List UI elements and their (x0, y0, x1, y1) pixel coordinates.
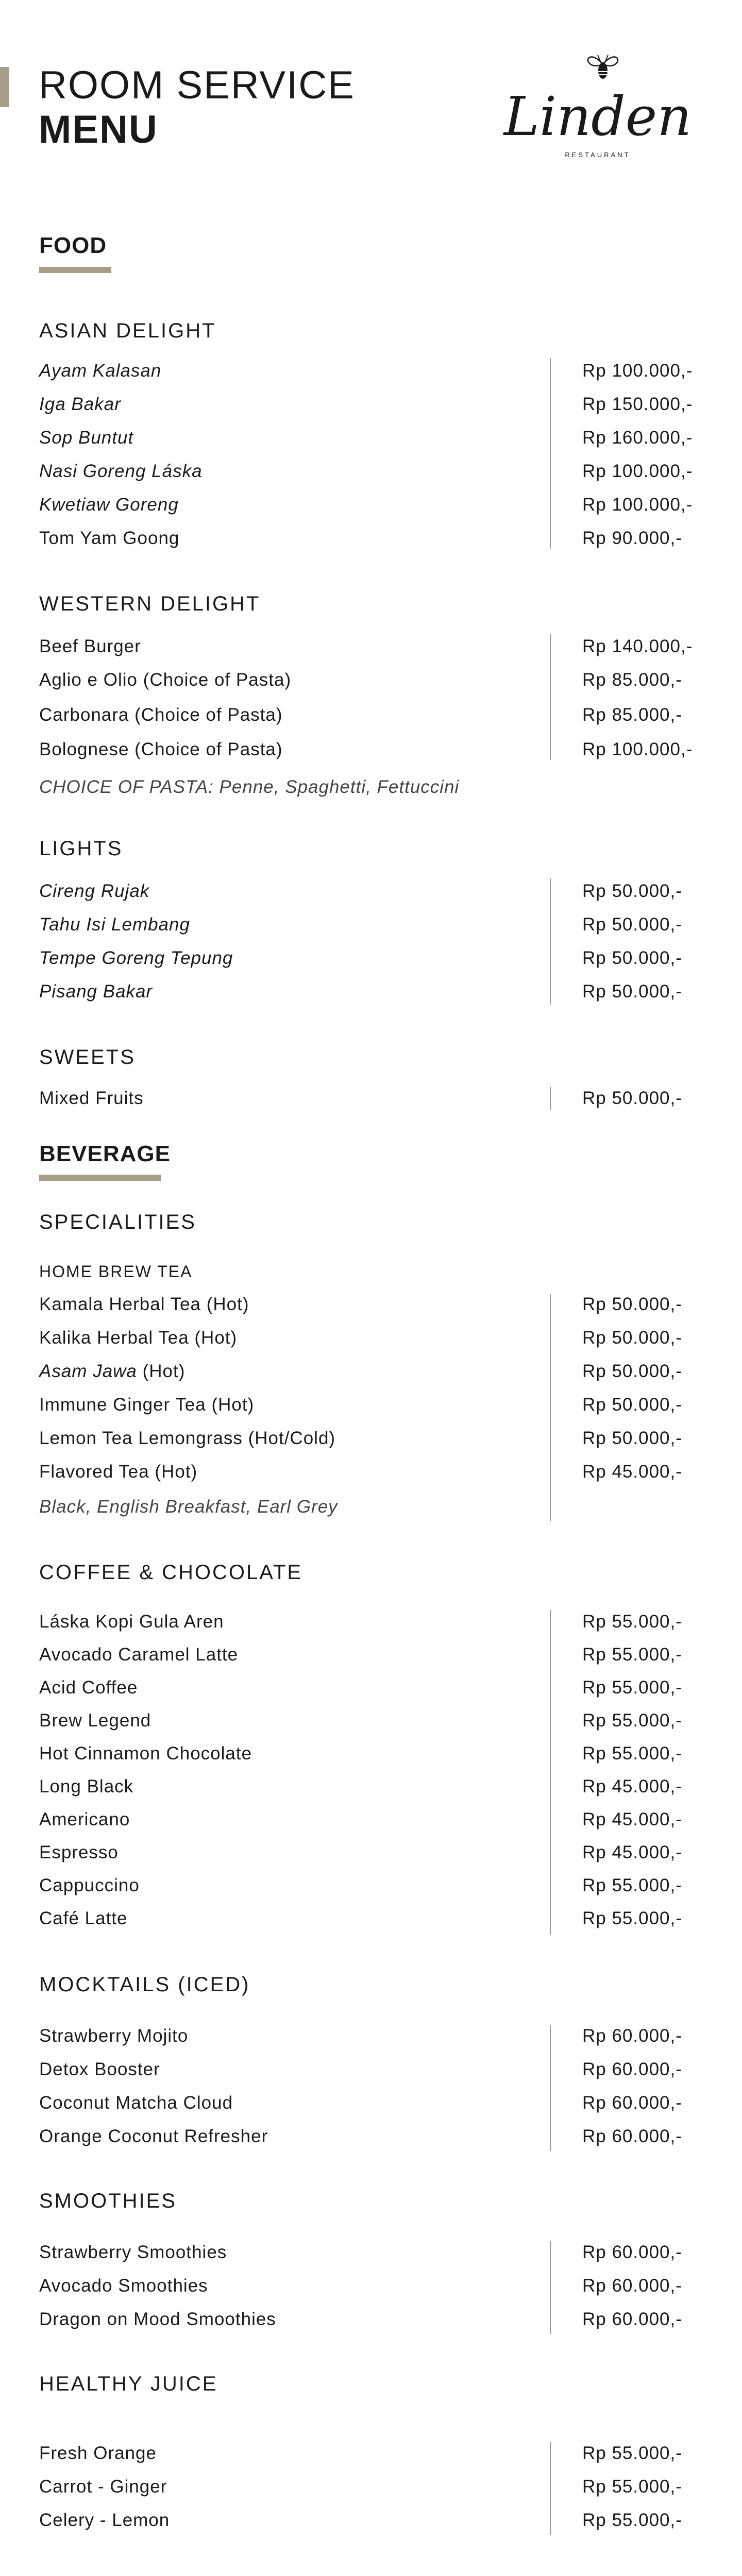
menu-price: Rp 55.000,- (582, 2510, 682, 2530)
menu-item: Beef Burger (39, 636, 141, 656)
menu-item: Carbonara (Choice of Pasta) (39, 705, 283, 725)
subcategory-home-brew-tea: HOME BREW TEA (39, 1262, 193, 1281)
menu-item: Acid Coffee (39, 1677, 138, 1698)
menu-price: Rp 55.000,- (582, 1612, 682, 1632)
divider-mocktails (550, 2025, 551, 2151)
menu-item: Café Latte (39, 1908, 128, 1928)
category-western-delight: WESTERN DELIGHT (39, 592, 261, 615)
page-title-line1: ROOM SERVICE (39, 63, 355, 107)
menu-price: Rp 50.000,- (582, 881, 682, 901)
menu-item: Espresso (39, 1842, 119, 1862)
menu-item: Americano (39, 1809, 130, 1829)
menu-item: Immune Ginger Tea (Hot) (39, 1395, 255, 1415)
menu-item: Orange Coconut Refresher (39, 2126, 268, 2146)
menu-price: Rp 55.000,- (582, 2477, 682, 2497)
menu-item: Detox Booster (39, 2059, 160, 2079)
menu-item: Hot Cinnamon Chocolate (39, 1743, 252, 1764)
category-sweets: SWEETS (39, 1046, 136, 1069)
menu-price: Rp 100.000,- (582, 739, 693, 759)
menu-item: Brew Legend (39, 1710, 151, 1731)
menu-item: Mixed Fruits (39, 1088, 144, 1108)
divider-coffee (550, 1610, 551, 1935)
accent-bar (0, 67, 9, 107)
menu-item: Kamala Herbal Tea (Hot) (39, 1294, 249, 1314)
menu-price: Rp 55.000,- (582, 1875, 682, 1895)
category-specialities: SPECIALITIES (39, 1211, 196, 1233)
section-beverage-underline (39, 1175, 161, 1181)
category-coffee-chocolate: COFFEE & CHOCOLATE (39, 1561, 303, 1584)
menu-price: Rp 60.000,- (582, 2093, 682, 2113)
menu-price: Rp 60.000,- (582, 2026, 682, 2046)
logo-wordmark: Linden (503, 85, 692, 148)
divider-sweets (550, 1087, 551, 1110)
menu-price: Rp 60.000,- (582, 2276, 682, 2296)
menu-price: Rp 50.000,- (582, 948, 682, 968)
menu-price: Rp 140.000,- (582, 636, 693, 656)
menu-item: Celery - Lemon (39, 2510, 170, 2530)
menu-item: Fresh Orange (39, 2443, 157, 2463)
divider-western (550, 634, 551, 760)
menu-price: Rp 50.000,- (582, 1361, 682, 1381)
menu-price: Rp 45.000,- (582, 1776, 682, 1797)
category-mocktails: MOCKTAILS (ICED) (39, 1973, 250, 1996)
menu-item: Láska Kopi Gula Aren (39, 1612, 224, 1632)
menu-price: Rp 45.000,- (582, 1842, 682, 1862)
menu-price: Rp 50.000,- (582, 981, 682, 1002)
menu-price: Rp 55.000,- (582, 1908, 682, 1928)
menu-item: Long Black (39, 1776, 134, 1797)
menu-price: Rp 55.000,- (582, 1710, 682, 1731)
menu-price: Rp 45.000,- (582, 1809, 682, 1829)
menu-item: Kalika Herbal Tea (Hot) (39, 1328, 238, 1348)
pasta-choice-note: CHOICE OF PASTA: Penne, Spaghetti, Fettuccini (39, 777, 460, 797)
category-asian-delight: ASIAN DELIGHT (39, 319, 216, 342)
menu-item: Avocado Smoothies (39, 2276, 208, 2296)
menu-price: Rp 50.000,- (582, 1294, 682, 1314)
menu-price: Rp 160.000,- (582, 428, 693, 448)
menu-price: Rp 60.000,- (582, 2309, 682, 2329)
menu-price: Rp 50.000,- (582, 1428, 682, 1448)
menu-price: Rp 100.000,- (582, 495, 693, 515)
menu-item (39, 1361, 185, 1382)
menu-item: Ayam Kalasan (39, 361, 162, 381)
category-lights: LIGHTS (39, 837, 123, 860)
menu-price: Rp 55.000,- (582, 1677, 682, 1698)
menu-price: Rp 50.000,- (582, 1328, 682, 1348)
menu-price: Rp 150.000,- (582, 394, 693, 414)
menu-item: Cappuccino (39, 1875, 140, 1895)
menu-price: Rp 50.000,- (582, 1088, 682, 1108)
menu-item: Pisang Bakar (39, 981, 153, 1002)
menu-price: Rp 85.000,- (582, 705, 682, 725)
menu-price: Rp 60.000,- (582, 2126, 682, 2146)
logo-subtitle: RESTAURANT (565, 151, 631, 159)
menu-price: Rp 100.000,- (582, 361, 693, 381)
divider-specialities (550, 1294, 551, 1521)
divider-smoothies (550, 2241, 551, 2334)
menu-price: Rp 85.000,- (582, 670, 682, 690)
section-beverage-title: BEVERAGE (39, 1141, 171, 1166)
page-title-line2: MENU (39, 108, 158, 151)
menu-item: Bolognese (Choice of Pasta) (39, 739, 283, 759)
menu-item: Dragon on Mood Smoothies (39, 2309, 276, 2329)
menu-item: Sop Buntut (39, 428, 134, 448)
menu-item: Cireng Rujak (39, 881, 150, 901)
divider-lights (550, 878, 551, 1005)
menu-item: Lemon Tea Lemongrass (Hot/Cold) (39, 1428, 336, 1448)
menu-price: Rp 60.000,- (582, 2059, 682, 2079)
menu-item: Coconut Matcha Cloud (39, 2093, 233, 2113)
divider-asian (550, 358, 551, 549)
menu-item: Flavored Tea (Hot) (39, 1462, 198, 1482)
menu-item: Strawberry Smoothies (39, 2242, 227, 2262)
menu-price: Rp 50.000,- (582, 1395, 682, 1415)
menu-price: Rp 55.000,- (582, 1743, 682, 1764)
menu-item-rest: (Hot) (137, 1361, 185, 1381)
menu-price: Rp 50.000,- (582, 914, 682, 935)
menu-item: Iga Bakar (39, 394, 121, 414)
category-healthy-juice: HEALTHY JUICE (39, 2372, 218, 2395)
menu-price: Rp 60.000,- (582, 2242, 682, 2262)
menu-item: Strawberry Mojito (39, 2026, 189, 2046)
menu-item: Avocado Caramel Latte (39, 1645, 239, 1665)
menu-item: Nasi Goreng Láska (39, 461, 203, 481)
category-smoothies: SMOOTHIES (39, 2190, 177, 2212)
menu-item: Tahu Isi Lembang (39, 914, 190, 935)
menu-price: Rp 90.000,- (582, 528, 682, 548)
section-food-title: FOOD (39, 233, 107, 258)
restaurant-logo (500, 49, 696, 167)
menu-item: Aglio e Olio (Choice of Pasta) (39, 670, 292, 690)
menu-item-italic-part: Asam Jawa (39, 1361, 137, 1381)
menu-item: Tom Yam Goong (39, 528, 180, 548)
menu-item: Kwetiaw Goreng (39, 495, 179, 515)
menu-price: Rp 55.000,- (582, 2443, 682, 2463)
flavored-tea-note: Black, English Breakfast, Earl Grey (39, 1497, 338, 1517)
section-food-underline (39, 267, 111, 273)
divider-juice (550, 2442, 551, 2535)
menu-item: Carrot - Ginger (39, 2477, 167, 2497)
menu-item: Tempe Goreng Tepung (39, 948, 233, 968)
menu-price: Rp 100.000,- (582, 461, 693, 481)
menu-price: Rp 55.000,- (582, 1645, 682, 1665)
menu-price: Rp 45.000,- (582, 1462, 682, 1482)
bee-icon (582, 49, 623, 85)
